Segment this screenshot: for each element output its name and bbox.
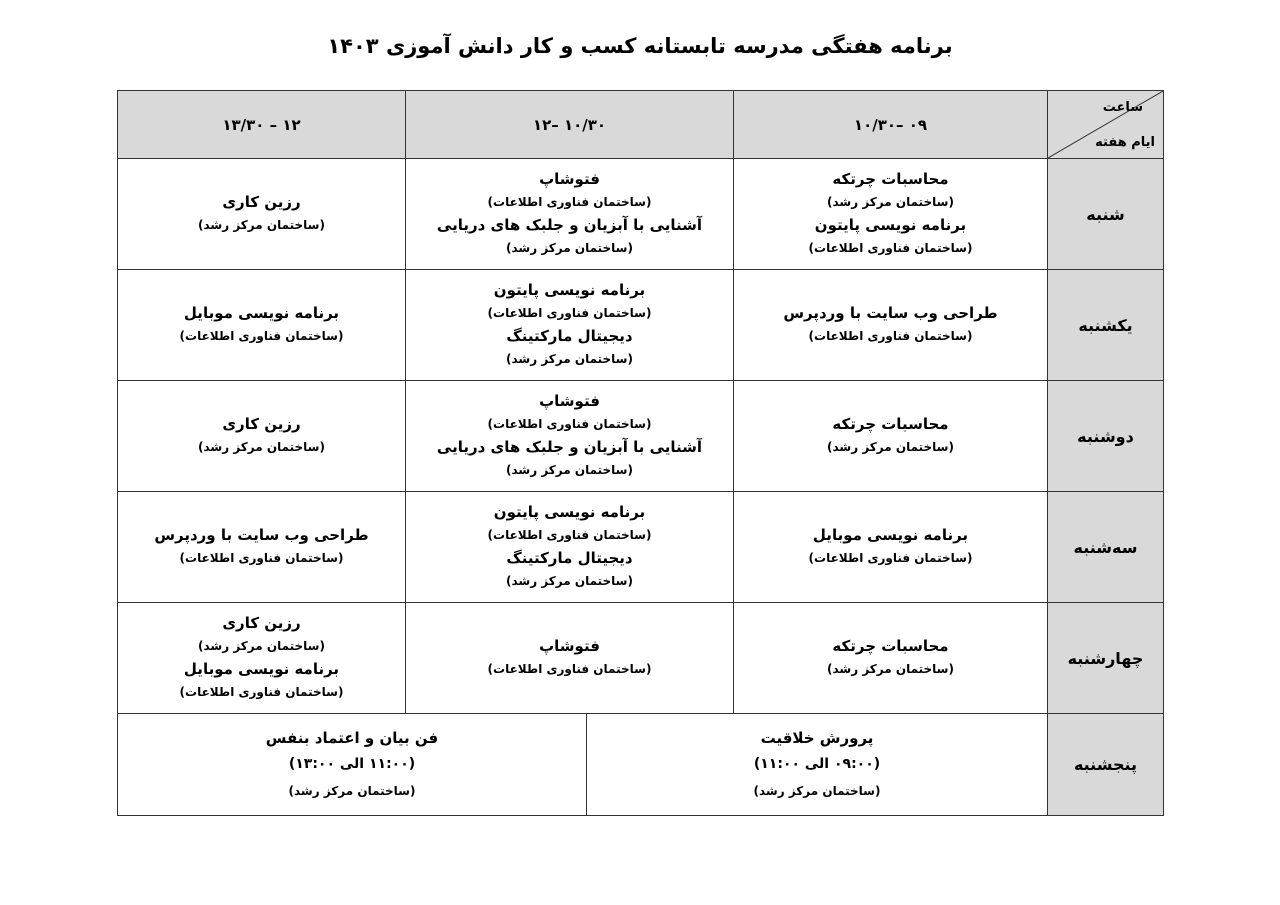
course-time: (۰۹:۰۰ الی ۱۱:۰۰): [753, 755, 881, 772]
course-name: فتوشاپ: [539, 392, 600, 410]
course-name: پرورش خلاقیت: [760, 728, 874, 747]
course-name: طراحی وب سایت با وردپرس: [154, 526, 369, 544]
day-name: یکشنبه: [1048, 270, 1164, 381]
course-name: محاسبات چرتکه: [832, 637, 949, 655]
building-name: (ساختمان فناوری اطلاعات): [808, 329, 973, 343]
course-name: رزین کاری: [222, 415, 301, 433]
corner-cell: [1048, 91, 1164, 159]
course-name: رزین کاری: [222, 614, 301, 632]
class-slot: [118, 381, 406, 492]
course-name: برنامه نویسی پایتون: [493, 503, 646, 521]
class-slot: [406, 270, 734, 381]
building-name: (ساختمان فناوری اطلاعات): [808, 241, 973, 255]
building-name: (ساختمان فناوری اطلاعات): [487, 195, 652, 209]
class-slot: [118, 603, 406, 714]
building-name: (ساختمان مرکز رشد): [506, 352, 633, 366]
time-slot-header: ۰۹ –۱۰/۳۰: [734, 91, 1048, 159]
class-slot: [118, 270, 406, 381]
thursday-morning-block: [587, 714, 1048, 816]
building-name: (ساختمان مرکز رشد): [198, 639, 325, 653]
course-name: فن بیان و اعتماد بنفس: [265, 728, 439, 747]
class-slot: [406, 492, 734, 603]
class-slot: [734, 492, 1048, 603]
course-name: آشنایی با آبزیان و جلبک های دریایی: [436, 216, 703, 234]
day-name: چهارشنبه: [1048, 603, 1164, 714]
building-name: (ساختمان مرکز رشد): [506, 574, 633, 588]
day-row: [118, 159, 1164, 270]
day-row: [118, 492, 1164, 603]
day-name: پنجشنبه: [1048, 714, 1164, 816]
day-name: سه‌شنبه: [1048, 492, 1164, 603]
time-slot-header: ۱۰/۳۰ –۱۲: [406, 91, 734, 159]
course-name: برنامه نویسی پایتون: [814, 216, 967, 234]
course-name: رزین کاری: [222, 193, 301, 211]
course-name: برنامه نویسی پایتون: [493, 281, 646, 299]
header-row: [118, 91, 1164, 159]
building-name: (ساختمان مرکز رشد): [288, 783, 416, 798]
class-slot: [118, 159, 406, 270]
day-name: دوشنبه: [1048, 381, 1164, 492]
day-row: [118, 381, 1164, 492]
class-slot: [406, 603, 734, 714]
building-name: (ساختمان مرکز رشد): [753, 783, 881, 798]
building-name: (ساختمان فناوری اطلاعات): [487, 662, 652, 676]
course-name: فتوشاپ: [539, 637, 600, 655]
time-slot-header: ۱۲ – ۱۳/۳۰: [118, 91, 406, 159]
building-name: (ساختمان فناوری اطلاعات): [179, 329, 344, 343]
building-name: (ساختمان مرکز رشد): [827, 195, 954, 209]
day-name: شنبه: [1048, 159, 1164, 270]
thursday-row: [118, 714, 1164, 816]
course-name: محاسبات چرتکه: [832, 415, 949, 433]
course-name: محاسبات چرتکه: [832, 170, 949, 188]
class-slot: [406, 381, 734, 492]
building-name: (ساختمان فناوری اطلاعات): [487, 417, 652, 431]
building-name: (ساختمان فناوری اطلاعات): [179, 551, 344, 565]
class-slot: [118, 492, 406, 603]
thursday-noon-block: [118, 714, 587, 816]
page-title: برنامه هفتگی مدرسه تابستانه کسب و کار دانش آموزی ۱۴۰۳: [327, 34, 953, 58]
building-name: (ساختمان مرکز رشد): [506, 241, 633, 255]
weekdays-label: ایام هفته: [1095, 135, 1155, 150]
course-time: (۱۱:۰۰ الی ۱۳:۰۰): [288, 755, 416, 772]
hour-label: ساعت: [1102, 100, 1143, 115]
building-name: (ساختمان مرکز رشد): [827, 440, 954, 454]
day-row: [118, 270, 1164, 381]
class-slot: [734, 270, 1048, 381]
building-name: (ساختمان فناوری اطلاعات): [487, 306, 652, 320]
course-name: برنامه نویسی موبایل: [183, 660, 340, 678]
building-name: (ساختمان فناوری اطلاعات): [179, 685, 344, 699]
class-slot: [734, 603, 1048, 714]
class-slot: [406, 159, 734, 270]
course-name: برنامه نویسی موبایل: [812, 526, 969, 544]
building-name: (ساختمان مرکز رشد): [506, 463, 633, 477]
class-slot: [734, 381, 1048, 492]
building-name: (ساختمان مرکز رشد): [198, 218, 325, 232]
building-name: (ساختمان فناوری اطلاعات): [808, 551, 973, 565]
schedule-table: [117, 90, 1164, 816]
building-name: (ساختمان مرکز رشد): [198, 440, 325, 454]
course-name: برنامه نویسی موبایل: [183, 304, 340, 322]
day-row: [118, 603, 1164, 714]
class-slot: [734, 159, 1048, 270]
building-name: (ساختمان مرکز رشد): [827, 662, 954, 676]
course-name: فتوشاپ: [539, 170, 600, 188]
building-name: (ساختمان فناوری اطلاعات): [487, 528, 652, 542]
course-name: دیجیتال مارکتینگ: [506, 327, 633, 345]
course-name: دیجیتال مارکتینگ: [506, 549, 633, 567]
course-name: طراحی وب سایت با وردپرس: [783, 304, 998, 322]
course-name: آشنایی با آبزیان و جلبک های دریایی: [436, 438, 703, 456]
